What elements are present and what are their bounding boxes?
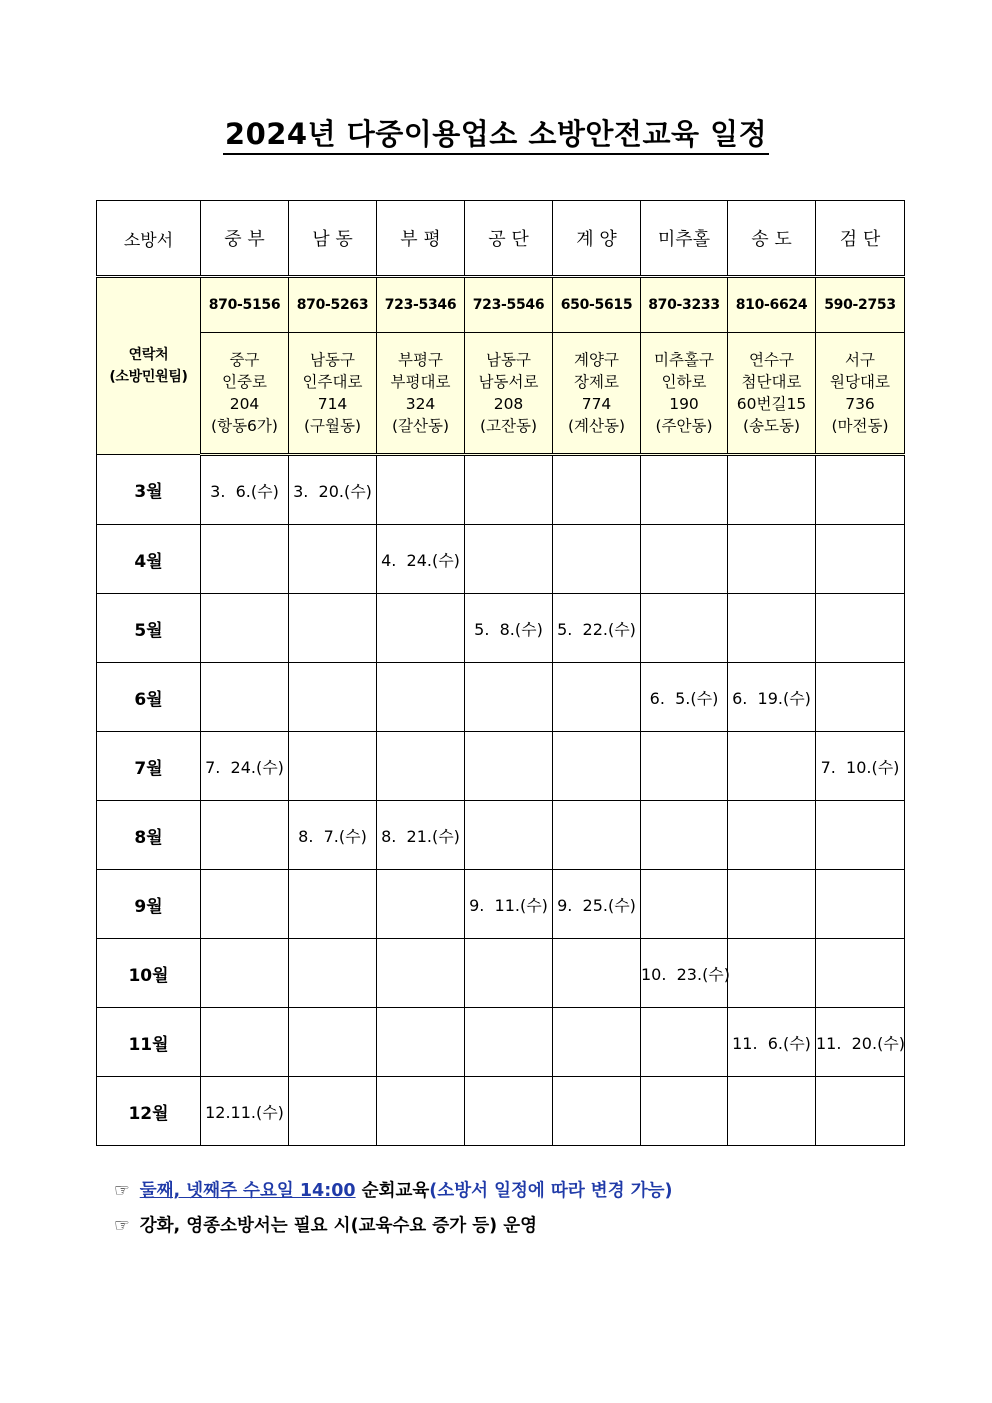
month-row: [97, 594, 905, 663]
schedule-cell: [289, 663, 377, 732]
month-label: 6월: [97, 663, 201, 732]
schedule-cell: [728, 801, 816, 870]
month-row: [97, 1077, 905, 1146]
address-line: 원당대로: [830, 373, 890, 391]
note-text: 강화, 영종소방서는 필요 시(교육수요 증가 등) 운영: [139, 1216, 538, 1236]
month-row: [97, 801, 905, 870]
schedule-cell: 7. 24.(수): [201, 732, 289, 801]
month-rows: [97, 455, 905, 1146]
station-address: [465, 333, 553, 455]
month-row: [97, 525, 905, 594]
address-line: 인주대로: [302, 373, 363, 391]
phone-number: 810-6624: [728, 277, 816, 333]
header-station: 중 부: [201, 201, 289, 277]
month-label: 4월: [97, 525, 201, 594]
schedule-cell: [641, 1077, 728, 1146]
schedule-cell: [641, 870, 728, 939]
schedule-cell: [377, 663, 465, 732]
address-line: (송도동): [742, 417, 800, 435]
schedule-cell: [728, 455, 816, 525]
address-line: (마전동): [831, 417, 889, 435]
address-line: 774: [581, 395, 612, 413]
schedule-cell: [377, 455, 465, 525]
schedule-cell: [465, 663, 553, 732]
schedule-cell: [465, 525, 553, 594]
note-text: 순회교육: [361, 1181, 430, 1201]
schedule-cell: [816, 455, 905, 525]
address-line: 208: [493, 395, 524, 413]
month-label: 8월: [97, 801, 201, 870]
schedule-cell: [553, 732, 641, 801]
schedule-cell: [816, 1077, 905, 1146]
station-address: [553, 333, 641, 455]
address-line: 남동구: [486, 351, 531, 369]
month-label: 5월: [97, 594, 201, 663]
schedule-cell: 9. 25.(수): [553, 870, 641, 939]
phone-number: 723-5546: [465, 277, 553, 333]
address-line: 남동구: [310, 351, 355, 369]
note-schedule: [114, 1177, 673, 1202]
month-label: 7월: [97, 732, 201, 801]
month-row: [97, 663, 905, 732]
schedule-cell: [641, 455, 728, 525]
phone-number: 870-3233: [641, 277, 728, 333]
schedule-cell: [289, 870, 377, 939]
schedule-cell: [728, 1077, 816, 1146]
address-line: 190: [669, 395, 699, 413]
phone-row: [97, 277, 905, 333]
station-address: [201, 333, 289, 455]
schedule-cell: [728, 870, 816, 939]
page-title: 2024년 다중이용업소 소방안전교육 일정: [0, 112, 992, 153]
header-station: 검 단: [816, 201, 905, 277]
schedule-cell: [465, 1077, 553, 1146]
schedule-cell: [553, 939, 641, 1008]
address-line: 계양구: [574, 351, 619, 369]
pointing-hand-icon: ☞: [114, 1216, 130, 1236]
address-line: 324: [405, 395, 436, 413]
schedule-cell: [465, 1008, 553, 1077]
header-station: 송 도: [728, 201, 816, 277]
schedule-cell: [816, 594, 905, 663]
schedule-cell: [201, 663, 289, 732]
month-label: 10월: [97, 939, 201, 1008]
address-line: 남동서로: [478, 373, 539, 391]
schedule-cell: 4. 24.(수): [377, 525, 465, 594]
phone-number: 723-5346: [377, 277, 465, 333]
schedule-cell: 3. 20.(수): [289, 455, 377, 525]
schedule-cell: [553, 1077, 641, 1146]
schedule-cell: [465, 801, 553, 870]
station-address: [641, 333, 728, 455]
address-line: 부평구: [398, 351, 443, 369]
schedule-cell: 10. 23.(수): [641, 939, 728, 1008]
schedule-cell: [377, 594, 465, 663]
phone-number: 870-5156: [201, 277, 289, 333]
month-row: [97, 732, 905, 801]
schedule-cell: [553, 801, 641, 870]
schedule-cell: 3. 6.(수): [201, 455, 289, 525]
address-line: 인하로: [661, 373, 707, 391]
month-label: 9월: [97, 870, 201, 939]
address-line: (주안동): [655, 417, 713, 435]
schedule-cell: [201, 870, 289, 939]
schedule-cell: [816, 870, 905, 939]
header-station: 계 양: [553, 201, 641, 277]
note-highlight: 둘째, 넷째주 수요일 14:00: [139, 1181, 356, 1201]
schedule-cell: 8. 21.(수): [377, 801, 465, 870]
address-line: 첨단대로: [741, 373, 802, 391]
schedule-cell: [465, 939, 553, 1008]
station-address: [377, 333, 465, 455]
address-line: (구월동): [303, 417, 361, 435]
schedule-cell: [816, 663, 905, 732]
schedule-table: [96, 200, 905, 1146]
schedule-cell: 6. 5.(수): [641, 663, 728, 732]
header-corner: 소방서: [97, 201, 201, 277]
schedule-cell: [728, 732, 816, 801]
schedule-cell: 8. 7.(수): [289, 801, 377, 870]
address-line: 인중로: [222, 373, 267, 391]
schedule-cell: 5. 22.(수): [553, 594, 641, 663]
schedule-cell: [201, 594, 289, 663]
schedule-cell: [641, 1008, 728, 1077]
address-row: [97, 333, 905, 455]
month-label: 12월: [97, 1077, 201, 1146]
schedule-cell: [553, 525, 641, 594]
schedule-cell: [201, 939, 289, 1008]
address-line: 연수구: [749, 351, 794, 369]
address-line: 중구: [229, 351, 260, 369]
note-ganghwa: [114, 1212, 537, 1237]
schedule-cell: [289, 939, 377, 1008]
address-line: (계산동): [567, 417, 625, 435]
header-station: 부 평: [377, 201, 465, 277]
schedule-cell: 7. 10.(수): [816, 732, 905, 801]
schedule-cell: [816, 939, 905, 1008]
schedule-cell: 11. 6.(수): [728, 1008, 816, 1077]
month-row: [97, 870, 905, 939]
schedule-cell: 9. 11.(수): [465, 870, 553, 939]
schedule-cell: [641, 594, 728, 663]
phone-number: 650-5615: [553, 277, 641, 333]
address-line: 서구: [845, 351, 875, 369]
schedule-cell: [377, 732, 465, 801]
station-address: [816, 333, 905, 455]
schedule-cell: [201, 801, 289, 870]
month-label: 3월: [97, 455, 201, 525]
schedule-cell: [465, 732, 553, 801]
schedule-cell: [553, 1008, 641, 1077]
schedule-cell: [289, 1077, 377, 1146]
address-line: 204: [229, 395, 260, 413]
header-station: 공 단: [465, 201, 553, 277]
address-line: 장제로: [574, 373, 619, 391]
schedule-cell: 6. 19.(수): [728, 663, 816, 732]
schedule-cell: [553, 455, 641, 525]
schedule-cell: [377, 1008, 465, 1077]
address-line: (항동6가): [211, 417, 278, 435]
address-line: 714: [317, 395, 348, 413]
schedule-cell: [728, 939, 816, 1008]
schedule-cell: 5. 8.(수): [465, 594, 553, 663]
address-line: 736: [845, 395, 875, 413]
month-row: [97, 939, 905, 1008]
address-line: 미추홀구: [654, 351, 714, 369]
station-address: [728, 333, 816, 455]
schedule-cell: [201, 525, 289, 594]
schedule-cell: [728, 525, 816, 594]
schedule-cell: [377, 939, 465, 1008]
schedule-cell: [377, 1077, 465, 1146]
address-line: (고잔동): [479, 417, 537, 435]
address-line: 60번길15: [736, 395, 807, 413]
month-row: [97, 455, 905, 525]
schedule-cell: [816, 801, 905, 870]
station-address: [289, 333, 377, 455]
schedule-cell: [553, 663, 641, 732]
month-label: 11월: [97, 1008, 201, 1077]
note-tail: (소방서 일정에 따라 변경 가능): [429, 1181, 673, 1201]
schedule-cell: [641, 525, 728, 594]
schedule-cell: [289, 525, 377, 594]
schedule-cell: [289, 732, 377, 801]
schedule-cell: [641, 732, 728, 801]
header-station: 미추홀: [641, 201, 728, 277]
pointing-hand-icon: ☞: [114, 1181, 130, 1201]
schedule-cell: 12.11.(수): [201, 1077, 289, 1146]
schedule-cell: [289, 1008, 377, 1077]
schedule-cell: [641, 801, 728, 870]
header-station: 남 동: [289, 201, 377, 277]
schedule-cell: [465, 455, 553, 525]
schedule-cell: [289, 594, 377, 663]
schedule-cell: 11. 20.(수): [816, 1008, 905, 1077]
schedule-cell: [816, 525, 905, 594]
schedule-cell: [377, 870, 465, 939]
phone-number: 590-2753: [816, 277, 905, 333]
schedule-cell: [201, 1008, 289, 1077]
header-row: [97, 201, 905, 277]
schedule-cell: [728, 594, 816, 663]
contact-label: 연락처 (소방민원팀): [97, 277, 201, 455]
phone-number: 870-5263: [289, 277, 377, 333]
address-line: 부평대로: [390, 373, 451, 391]
month-row: [97, 1008, 905, 1077]
address-line: (갈산동): [391, 417, 449, 435]
